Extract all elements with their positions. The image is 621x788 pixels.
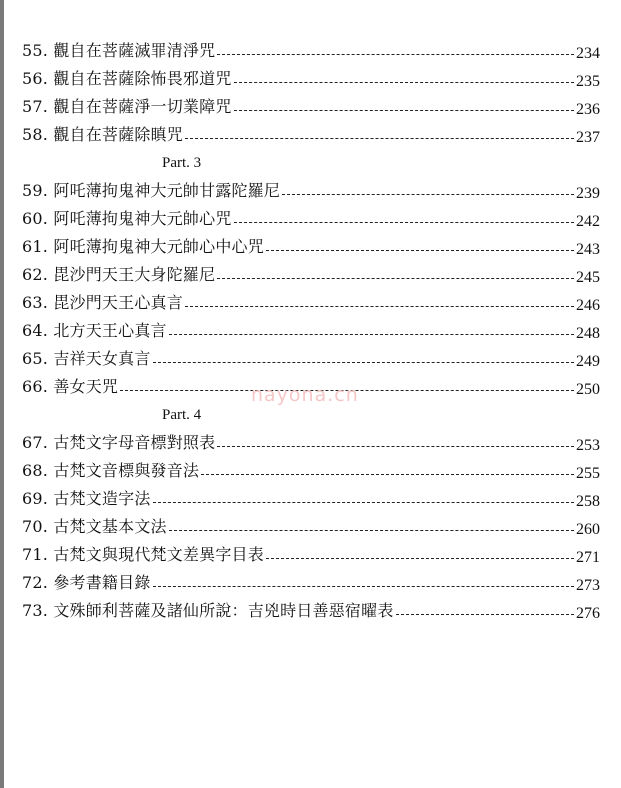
- toc-entry-page-number: 234: [576, 45, 600, 62]
- dot-leader: [217, 446, 574, 447]
- toc-entry-page-number: 250: [576, 381, 600, 398]
- toc-entry-page-number: 273: [576, 577, 600, 594]
- toc-entry-page-number: 245: [576, 269, 600, 286]
- dot-leader: [282, 194, 574, 195]
- toc-entry-page-number: 255: [576, 465, 600, 482]
- toc-entry-title: 59. 阿吒薄拘鬼神大元帥甘露陀羅尼: [22, 181, 281, 200]
- toc-entry: [22, 341, 600, 369]
- toc-entry: [22, 593, 600, 621]
- toc-entry-page-number: 242: [576, 213, 600, 230]
- toc-entry-title: 64. 北方天王心真言: [22, 321, 167, 340]
- toc-entry: [22, 89, 600, 117]
- toc-entry-title: 62. 毘沙門天王大身陀羅尼: [22, 265, 216, 284]
- toc-entry-title: 68. 古梵文音標與發音法: [22, 461, 200, 480]
- toc-entry-page-number: 246: [576, 297, 600, 314]
- toc-entry-title: 72. 參考書籍目錄: [22, 573, 151, 592]
- dot-leader: [153, 586, 574, 587]
- toc-entry-page-number: 236: [576, 101, 600, 118]
- watermark: nayona.cn: [251, 384, 359, 406]
- toc-entry: [22, 33, 600, 61]
- toc-entry-page-number: 239: [576, 185, 600, 202]
- part-heading: Part. 4: [162, 407, 202, 423]
- dot-leader: [185, 138, 574, 139]
- dot-leader: [169, 334, 574, 335]
- toc-entry: [22, 285, 600, 313]
- toc-entry-title: 60. 阿吒薄拘鬼神大元帥心咒: [22, 209, 232, 228]
- toc-entry-page-number: 276: [576, 605, 600, 622]
- toc-entry-title: 70. 古梵文基本文法: [22, 517, 167, 536]
- dot-leader: [169, 530, 574, 531]
- toc-entry-page-number: 253: [576, 437, 600, 454]
- dot-leader: [234, 222, 574, 223]
- dot-leader: [217, 278, 574, 279]
- toc-entry: [22, 565, 600, 593]
- toc-entry: [22, 229, 600, 257]
- toc-entry-page-number: 249: [576, 353, 600, 370]
- toc-entry-title: 73. 文殊師利菩薩及諸仙所說：吉兇時日善惡宿曜表: [22, 601, 394, 620]
- toc-entry-page-number: 243: [576, 241, 600, 258]
- toc-entry-title: 56. 觀自在菩薩除怖畏邪道咒: [22, 69, 232, 88]
- toc-entry: [22, 509, 600, 537]
- dot-leader: [396, 614, 574, 615]
- toc-entry-page-number: 271: [576, 549, 600, 566]
- toc-entry: [22, 481, 600, 509]
- toc-entry: [22, 537, 600, 565]
- toc-entry: [22, 425, 600, 453]
- toc-entry-page-number: 258: [576, 493, 600, 510]
- dot-leader: [266, 250, 574, 251]
- toc-entry-title: 61. 阿吒薄拘鬼神大元帥心中心咒: [22, 237, 264, 256]
- toc-entry-title: 65. 吉祥天女真言: [22, 349, 151, 368]
- dot-leader: [153, 502, 574, 503]
- part-heading: Part. 3: [162, 155, 202, 171]
- dot-leader: [217, 54, 574, 55]
- dot-leader: [201, 474, 574, 475]
- dot-leader: [153, 362, 574, 363]
- toc-entry-title: 71. 古梵文與現代梵文差異字目表: [22, 545, 264, 564]
- toc-entry: [22, 453, 600, 481]
- toc-entry: [22, 173, 600, 201]
- toc-entry-title: 66. 善女天咒: [22, 377, 119, 396]
- toc-entry: [22, 313, 600, 341]
- table-of-contents: [22, 33, 600, 621]
- toc-entry: [22, 201, 600, 229]
- toc-entry-title: 69. 古梵文造字法: [22, 489, 151, 508]
- toc-entry-title: 57. 觀自在菩薩淨一切業障咒: [22, 97, 232, 116]
- dot-leader: [234, 82, 574, 83]
- toc-entry-title: 58. 觀自在菩薩除瞋咒: [22, 125, 183, 144]
- toc-entry-title: 67. 古梵文字母音標對照表: [22, 433, 216, 452]
- toc-entry: [22, 117, 600, 145]
- dot-leader: [266, 558, 574, 559]
- page-left-edge: [0, 0, 4, 788]
- dot-leader: [234, 110, 574, 111]
- toc-entry-page-number: 237: [576, 129, 600, 146]
- toc-entry: [22, 61, 600, 89]
- toc-entry-page-number: 260: [576, 521, 600, 538]
- toc-entry-page-number: 235: [576, 73, 600, 90]
- toc-entry-title: 63. 毘沙門天王心真言: [22, 293, 183, 312]
- toc-entry: [22, 257, 600, 285]
- dot-leader: [185, 306, 574, 307]
- toc-entry-page-number: 248: [576, 325, 600, 342]
- toc-entry-title: 55. 觀自在菩薩滅罪清淨咒: [22, 41, 216, 60]
